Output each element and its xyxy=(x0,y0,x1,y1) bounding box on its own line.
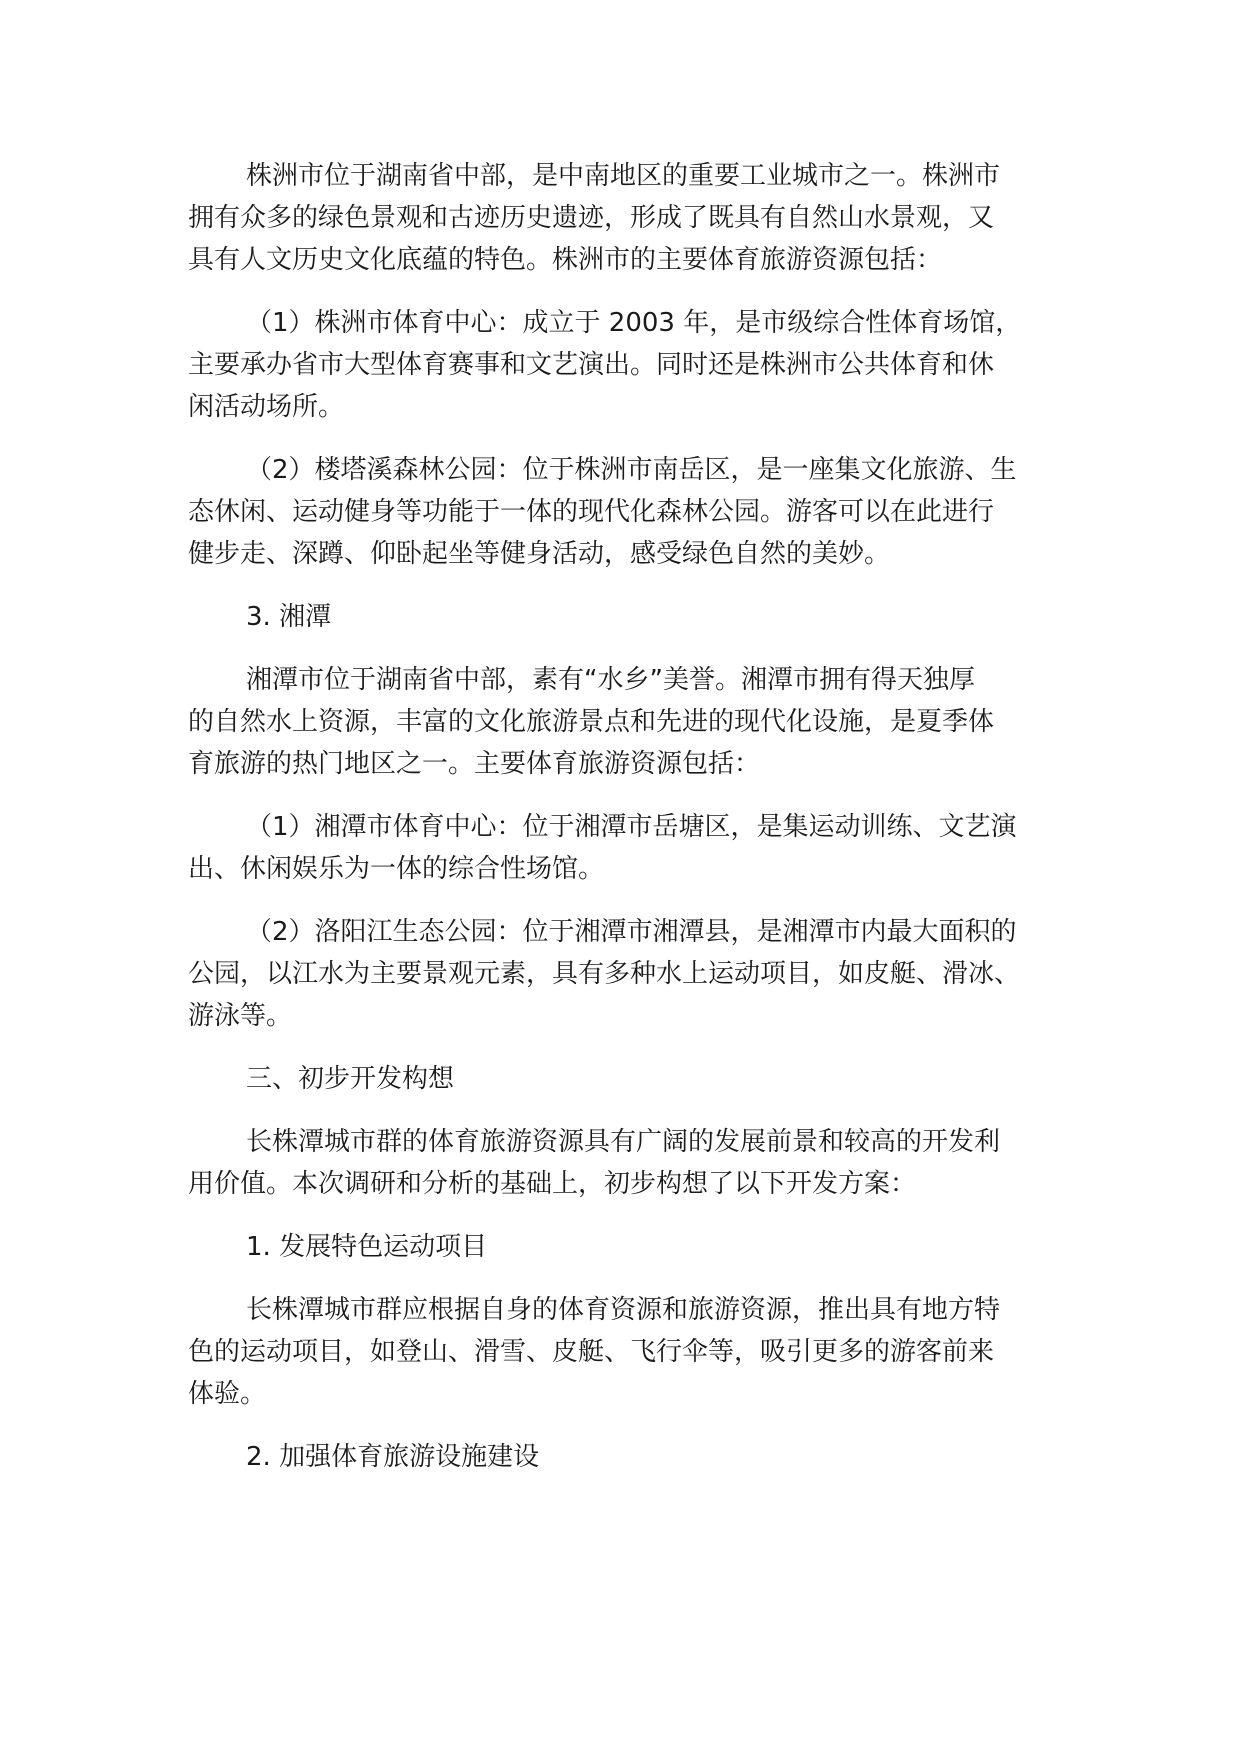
paragraph-special-sports: 长株潭城市群应根据自身的体育资源和旅游资源，推出具有地方特 色的运动项目，如登山、滑雪、皮艇、飞行伞等，吸引更多的游客前来 体验。 xyxy=(188,1295,1001,1409)
heading-development-ideas: 三、初步开发构想 xyxy=(246,1064,455,1094)
paragraph-luoyangjiang-park: （2）洛阳江生态公园：位于湘潭市湘潭县，是湘潭市内最大面积的 公园，以江水为主要景观元素，具有多种水上运动项目，如皮艇、滑冰、 游泳等。 xyxy=(188,917,1021,1031)
paragraph-zhuzhou-intro: 株洲市位于湖南省中部，是中南地区的重要工业城市之一。株洲市 拥有众多的绿色景观和古迹历史遗迹，形成了既具有自然山水景观，又 具有人文历史文化底蕴的特色。株洲市的主要体育旅游资源包括： xyxy=(188,161,1001,275)
heading-facility-construction: 2. 加强体育旅游设施建设 xyxy=(246,1442,540,1472)
paragraph-zhuzhou-sports-center: （1）株洲市体育中心：成立于 2003 年，是市级综合性体育场馆， 主要承办省市大型体育赛事和文艺演出。同时还是株洲市公共体育和休 闲活动场所。 xyxy=(188,308,1022,422)
heading-xiangtan: 3. 湘潭 xyxy=(246,602,332,632)
paragraph-xiangtan-intro: 湘潭市位于湖南省中部，素有“水乡”美誉。湘潭市拥有得天独厚 的自然水上资源，丰富的文化旅游景点和先进的现代化设施，是夏季体 育旅游的热门地区之一。主要体育旅游资源包括： xyxy=(188,665,995,779)
heading-special-sports: 1. 发展特色运动项目 xyxy=(246,1232,488,1262)
paragraph-xiangtan-sports-center: （1）湘潭市体育中心：位于湘潭市岳塘区，是集运动训练、文艺演 出、休闲娱乐为一体的综合性场馆。 xyxy=(188,812,1017,884)
paragraph-development-intro: 长株潭城市群的体育旅游资源具有广阔的发展前景和较高的开发利 用价值。本次调研和分析的基础上，初步构想了以下开发方案： xyxy=(188,1127,1001,1199)
document-body xyxy=(188,155,1088,1499)
paragraph-loutaxi-forest-park: （2）楼塔溪森林公园：位于株洲市南岳区，是一座集文化旅游、生 态休闲、运动健身等功能于一体的现代化森林公园。游客可以在此进行 健步走、深蹲、仰卧起坐等健身活动，感受绿色自然的美妙。 xyxy=(188,455,1017,569)
